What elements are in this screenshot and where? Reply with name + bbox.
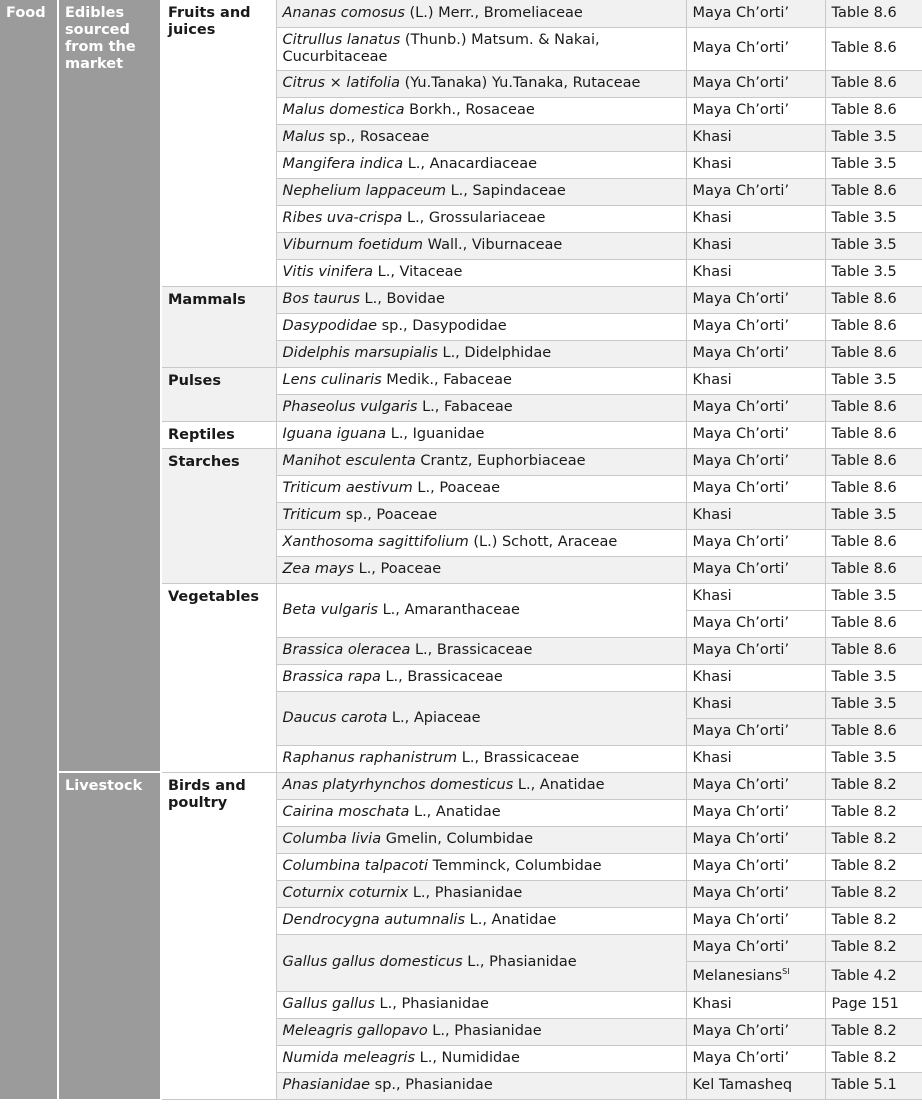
- species-cell: [276, 934, 686, 991]
- region-cell: [686, 583, 825, 610]
- region-cell: [686, 691, 825, 718]
- region-name: Khasi: [692, 237, 732, 253]
- region-name: Khasi: [692, 696, 732, 712]
- reference-cell: Table 8.2: [825, 1018, 922, 1045]
- region-cell: [686, 27, 825, 70]
- region-cell: [686, 718, 825, 745]
- species-cell: [276, 151, 686, 178]
- species-name: Triticum: [282, 507, 342, 523]
- reference-cell: Table 8.6: [825, 529, 922, 556]
- species-authority: L., Sapindaceae: [445, 183, 566, 199]
- region-name: Khasi: [692, 588, 732, 604]
- category-cell: Food: [0, 0, 58, 1099]
- region-name: Melanesians: [692, 967, 783, 984]
- species-name: Gallus gallus domesticus: [282, 954, 463, 970]
- species-cell: [276, 529, 686, 556]
- species-cell: [276, 991, 686, 1018]
- reference-cell: Table 8.6: [825, 394, 922, 421]
- group-cell: Mammals: [161, 286, 276, 367]
- reference-cell: Table 3.5: [825, 583, 922, 610]
- reference-cell: Table 8.2: [825, 772, 922, 799]
- region-name: Maya Ch’orti’: [692, 939, 790, 955]
- group-cell: Fruits and juices: [161, 0, 276, 286]
- reference-cell: Table 4.2: [825, 961, 922, 991]
- species-name: Manihot esculenta: [282, 453, 416, 469]
- species-name: Raphanus raphanistrum: [282, 750, 458, 766]
- region-cell: [686, 961, 825, 991]
- region-cell: [686, 664, 825, 691]
- species-cell: [276, 232, 686, 259]
- species-name: Bos taurus: [282, 291, 360, 307]
- species-name: Lens culinaris: [282, 372, 382, 388]
- region-name: Maya Ch’orti’: [692, 345, 790, 361]
- region-cell: [686, 1018, 825, 1045]
- species-cell: [276, 448, 686, 475]
- species-name: Beta vulgaris: [282, 601, 378, 618]
- species-name: Anas platyrhynchos domesticus: [282, 777, 514, 793]
- species-name: Dendrocygna autumnalis: [282, 912, 466, 928]
- reference-cell: Table 8.6: [825, 70, 922, 97]
- region-name: Maya Ch’orti’: [692, 480, 790, 496]
- species-name: Numida meleagris: [282, 1050, 416, 1066]
- region-superscript: SI: [782, 966, 790, 976]
- region-name: Maya Ch’orti’: [692, 561, 790, 577]
- region-name: Maya Ch’orti’: [692, 723, 790, 739]
- species-name: Nephelium lappaceum: [282, 183, 446, 199]
- species-authority: L., Anatidae: [513, 777, 605, 793]
- species-cell: [276, 745, 686, 772]
- region-cell: [686, 97, 825, 124]
- reference-cell: Table 3.5: [825, 367, 922, 394]
- species-name: Coturnix coturnix: [282, 885, 409, 901]
- species-authority: L., Phasianidae: [462, 954, 577, 970]
- reference-cell: Table 8.2: [825, 826, 922, 853]
- species-name: Gallus gallus: [282, 996, 375, 1012]
- species-authority: L., Didelphidae: [437, 345, 552, 361]
- species-authority: L., Numididae: [415, 1050, 520, 1066]
- species-authority: L., Poaceae: [412, 480, 501, 496]
- reference-cell: Table 8.6: [825, 448, 922, 475]
- species-cell: [276, 27, 686, 70]
- region-name: Maya Ch’orti’: [692, 858, 790, 874]
- species-name: Malus: [282, 129, 325, 145]
- reference-cell: Table 3.5: [825, 205, 922, 232]
- reference-cell: Table 8.6: [825, 27, 922, 70]
- region-cell: [686, 421, 825, 448]
- reference-cell: Table 3.5: [825, 151, 922, 178]
- species-name: Columbina talpacoti: [282, 858, 429, 874]
- region-cell: [686, 448, 825, 475]
- region-cell: [686, 826, 825, 853]
- species-authority: (L.) Schott, Araceae: [468, 534, 618, 550]
- species-name: Meleagris gallopavo: [282, 1023, 428, 1039]
- region-cell: [686, 0, 825, 27]
- species-cell: [276, 475, 686, 502]
- region-name: Maya Ch’orti’: [692, 1023, 790, 1039]
- species-cell: [276, 394, 686, 421]
- region-cell: [686, 502, 825, 529]
- region-cell: [686, 907, 825, 934]
- species-cell: [276, 880, 686, 907]
- group-cell: Pulses: [161, 367, 276, 421]
- region-cell: [686, 853, 825, 880]
- species-cell: [276, 178, 686, 205]
- region-cell: [686, 1045, 825, 1072]
- region-name: Khasi: [692, 372, 732, 388]
- region-cell: [686, 124, 825, 151]
- region-name: Khasi: [692, 750, 732, 766]
- region-name: Khasi: [692, 507, 732, 523]
- group-cell: Reptiles: [161, 421, 276, 448]
- species-authority: sp., Rosaceae: [324, 129, 430, 145]
- species-name: Vitis vinifera: [282, 264, 374, 280]
- region-name: Khasi: [692, 669, 732, 685]
- group-cell: Birds and poultry: [161, 772, 276, 1099]
- species-authority: Wall., Viburnaceae: [423, 237, 563, 253]
- species-name: Zea mays: [282, 561, 354, 577]
- region-name: Maya Ch’orti’: [692, 102, 790, 118]
- species-cell: [276, 637, 686, 664]
- region-name: Maya Ch’orti’: [692, 615, 790, 631]
- region-name: Maya Ch’orti’: [692, 318, 790, 334]
- species-authority: L., Poaceae: [354, 561, 442, 577]
- region-name: Maya Ch’orti’: [692, 399, 790, 415]
- region-cell: [686, 637, 825, 664]
- subcategory-cell: Livestock: [58, 772, 161, 1099]
- species-authority: Temminck, Columbidae: [428, 858, 602, 874]
- species-name: Malus domestica: [282, 102, 405, 118]
- species-cell: [276, 367, 686, 394]
- species-authority: L., Anacardiaceae: [403, 156, 538, 172]
- region-name: Maya Ch’orti’: [692, 291, 790, 307]
- reference-cell: Table 3.5: [825, 124, 922, 151]
- region-name: Maya Ch’orti’: [692, 534, 790, 550]
- region-cell: [686, 340, 825, 367]
- region-cell: [686, 367, 825, 394]
- species-name: Cairina moschata: [282, 804, 410, 820]
- species-authority: sp., Dasypodidae: [377, 318, 507, 334]
- species-name: Didelphis marsupialis: [282, 345, 438, 361]
- region-name: Maya Ch’orti’: [692, 453, 790, 469]
- species-cell: [276, 556, 686, 583]
- region-cell: [686, 934, 825, 961]
- species-authority: L., Brassicaceae: [380, 669, 503, 685]
- region-name: Maya Ch’orti’: [692, 4, 790, 21]
- region-cell: [686, 286, 825, 313]
- species-name: Citrus × latifolia: [282, 75, 400, 91]
- species-cell: [276, 907, 686, 934]
- species-authority: L., Amaranthaceae: [377, 601, 520, 618]
- region-cell: [686, 151, 825, 178]
- reference-cell: Table 3.5: [825, 664, 922, 691]
- region-name: Maya Ch’orti’: [692, 426, 790, 442]
- species-cell: [276, 124, 686, 151]
- reference-cell: Table 8.6: [825, 475, 922, 502]
- species-authority: L., Phasianidae: [408, 885, 523, 901]
- region-cell: [686, 772, 825, 799]
- reference-cell: Page 151: [825, 991, 922, 1018]
- species-authority: sp., Poaceae: [341, 507, 438, 523]
- species-cell: [276, 259, 686, 286]
- group-cell: Vegetables: [161, 583, 276, 772]
- species-authority: L., Anatidae: [465, 912, 557, 928]
- species-authority: L., Iguanidae: [386, 426, 485, 442]
- region-name: Maya Ch’orti’: [692, 75, 790, 91]
- species-cell: [276, 286, 686, 313]
- reference-cell: Table 8.6: [825, 340, 922, 367]
- species-authority: Borkh., Rosaceae: [404, 102, 535, 118]
- region-name: Maya Ch’orti’: [692, 183, 790, 199]
- region-cell: [686, 799, 825, 826]
- region-name: Khasi: [692, 996, 732, 1012]
- species-name: Ananas comosus: [282, 4, 405, 21]
- region-name: Maya Ch’orti’: [692, 912, 790, 928]
- species-name: Mangifera indica: [282, 156, 404, 172]
- subcategory-cell: Edibles sourced from the market: [58, 0, 161, 772]
- species-name: Phasianidae: [282, 1077, 371, 1093]
- region-cell: [686, 70, 825, 97]
- reference-cell: Table 8.6: [825, 97, 922, 124]
- region-cell: [686, 1072, 825, 1099]
- reference-cell: Table 8.2: [825, 880, 922, 907]
- species-authority: Gmelin, Columbidae: [381, 831, 534, 847]
- species-cell: [276, 664, 686, 691]
- region-cell: [686, 610, 825, 637]
- species-authority: L., Apiaceae: [387, 709, 481, 726]
- species-name: Viburnum foetidum: [282, 237, 424, 253]
- region-name: Khasi: [692, 210, 732, 226]
- region-cell: [686, 394, 825, 421]
- region-name: Maya Ch’orti’: [692, 777, 790, 793]
- region-cell: [686, 178, 825, 205]
- species-cell: [276, 691, 686, 745]
- reference-cell: Table 8.6: [825, 313, 922, 340]
- species-name: Citrullus lanatus: [282, 31, 401, 48]
- species-cell: [276, 502, 686, 529]
- reference-cell: Table 8.2: [825, 799, 922, 826]
- species-cell: [276, 97, 686, 124]
- reference-cell: Table 8.2: [825, 853, 922, 880]
- species-authority: L., Phasianidae: [427, 1023, 542, 1039]
- species-cell: [276, 1045, 686, 1072]
- species-authority: L., Grossulariaceae: [402, 210, 546, 226]
- species-authority: L., Anatidae: [409, 804, 501, 820]
- region-cell: [686, 259, 825, 286]
- region-name: Maya Ch’orti’: [692, 642, 790, 658]
- reference-cell: Table 3.5: [825, 691, 922, 718]
- region-cell: [686, 991, 825, 1018]
- species-cell: [276, 1018, 686, 1045]
- species-name: Iguana iguana: [282, 426, 387, 442]
- species-authority: L., Vitaceae: [373, 264, 463, 280]
- reference-cell: Table 8.6: [825, 0, 922, 27]
- species-authority: L., Bovidae: [359, 291, 445, 307]
- species-authority: L., Brassicaceae: [410, 642, 533, 658]
- species-authority: Crantz, Euphorbiaceae: [415, 453, 586, 469]
- reference-cell: Table 8.6: [825, 556, 922, 583]
- species-cell: [276, 340, 686, 367]
- region-name: Maya Ch’orti’: [692, 885, 790, 901]
- table-row: [0, 772, 922, 799]
- region-name: Maya Ch’orti’: [692, 1050, 790, 1066]
- species-cell: [276, 799, 686, 826]
- region-name: Maya Ch’orti’: [692, 831, 790, 847]
- reference-cell: Table 3.5: [825, 259, 922, 286]
- species-authority: Medik., Fabaceae: [381, 372, 512, 388]
- species-name: Brassica oleracea: [282, 642, 411, 658]
- species-authority: sp., Phasianidae: [370, 1077, 493, 1093]
- reference-cell: Table 8.2: [825, 1045, 922, 1072]
- region-name: Maya Ch’orti’: [692, 804, 790, 820]
- species-name: Xanthosoma sagittifolium: [282, 534, 469, 550]
- species-authority: (Yu.Tanaka) Yu.Tanaka, Rutaceae: [399, 75, 641, 91]
- reference-cell: Table 8.6: [825, 178, 922, 205]
- region-name: Kel Tamasheq: [692, 1077, 793, 1093]
- region-name: Khasi: [692, 129, 732, 145]
- species-cell: [276, 205, 686, 232]
- species-cell: [276, 421, 686, 448]
- species-name: Columba livia: [282, 831, 382, 847]
- region-cell: [686, 529, 825, 556]
- reference-cell: Table 8.6: [825, 421, 922, 448]
- reference-cell: Table 8.2: [825, 934, 922, 961]
- species-cell: [276, 70, 686, 97]
- reference-cell: Table 3.5: [825, 745, 922, 772]
- species-authority: (L.) Merr., Bromeliaceae: [404, 4, 583, 21]
- species-cell: [276, 0, 686, 27]
- species-authority: (Thunb.) Matsum. & Nakai, Cucurbitaceae: [282, 31, 600, 65]
- species-authority: L., Phasianidae: [374, 996, 489, 1012]
- reference-cell: Table 8.6: [825, 610, 922, 637]
- species-name: Ribes uva-crispa: [282, 210, 403, 226]
- region-name: Maya Ch’orti’: [692, 40, 790, 56]
- species-cell: [276, 313, 686, 340]
- group-cell: Starches: [161, 448, 276, 583]
- species-authority: L., Fabaceae: [417, 399, 513, 415]
- species-cell: [276, 583, 686, 637]
- table-row: [0, 0, 922, 27]
- region-cell: [686, 745, 825, 772]
- region-cell: [686, 475, 825, 502]
- species-cell: [276, 826, 686, 853]
- region-cell: [686, 232, 825, 259]
- region-cell: [686, 880, 825, 907]
- region-cell: [686, 556, 825, 583]
- region-name: Khasi: [692, 156, 732, 172]
- region-cell: [686, 205, 825, 232]
- reference-cell: Table 8.2: [825, 907, 922, 934]
- species-name: Dasypodidae: [282, 318, 378, 334]
- reference-cell: Table 3.5: [825, 502, 922, 529]
- reference-cell: Table 8.6: [825, 637, 922, 664]
- species-cell: [276, 772, 686, 799]
- region-name: Khasi: [692, 264, 732, 280]
- species-name: Brassica rapa: [282, 669, 381, 685]
- species-name: Triticum aestivum: [282, 480, 413, 496]
- species-cell: [276, 1072, 686, 1099]
- species-cell: [276, 853, 686, 880]
- reference-cell: Table 8.6: [825, 286, 922, 313]
- reference-cell: Table 5.1: [825, 1072, 922, 1099]
- reference-cell: Table 3.5: [825, 232, 922, 259]
- species-name: Daucus carota: [282, 709, 388, 726]
- reference-cell: Table 8.6: [825, 718, 922, 745]
- region-cell: [686, 313, 825, 340]
- species-authority: L., Brassicaceae: [457, 750, 580, 766]
- species-name: Phaseolus vulgaris: [282, 399, 418, 415]
